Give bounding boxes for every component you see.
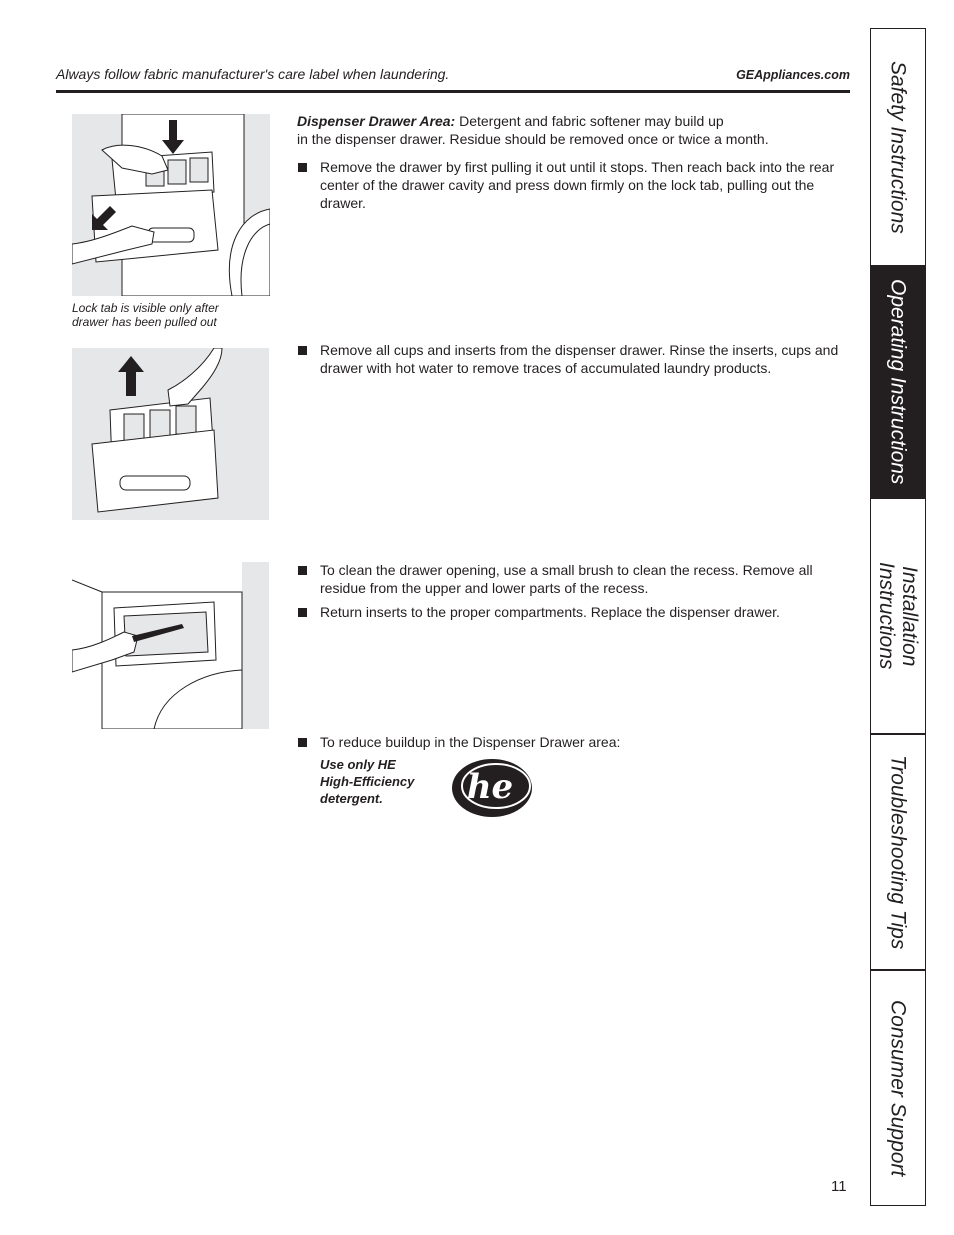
bullet-text: Remove all cups and inserts from the dispenser drawer. Rinse the inserts, cups and drawer with hot water to remove traces of accumulated laundry products. (320, 342, 839, 376)
dispenser-intro (297, 112, 837, 148)
dispenser-section (297, 112, 837, 218)
bullet-group-4 (297, 733, 837, 757)
dispenser-heading: Dispenser Drawer Area: (297, 113, 456, 129)
intro-line-1: Detergent and fabric softener may build up (455, 113, 724, 129)
caption-line-1: Lock tab is visible only after (72, 301, 219, 315)
bullet-marker (298, 608, 307, 617)
bullet-group-2 (297, 341, 845, 383)
bullet-remove-inserts (297, 341, 845, 377)
caption-line-2: drawer has been pulled out (72, 315, 217, 329)
header-site-link[interactable]: GEAppliances.com (736, 68, 850, 82)
he-detergent-note (320, 756, 414, 807)
bullet-return-inserts (297, 603, 817, 621)
tab-label-line-1: Installation (898, 565, 921, 667)
he-line-3: detergent. (320, 791, 383, 806)
tab-label-line-2: Instructions (875, 562, 898, 670)
bullet-remove-drawer (297, 158, 837, 212)
section-tabs (870, 28, 926, 1206)
he-logo (450, 756, 536, 825)
bullet-text: To reduce buildup in the Dispenser Drawer area: (320, 734, 621, 750)
bullet-marker (298, 346, 307, 355)
tab-label: Troubleshooting Tips (886, 754, 910, 950)
he-line-2: High-Efficiency (320, 774, 415, 789)
figure-clean-recess (72, 562, 269, 729)
figure-remove-inserts (72, 348, 269, 520)
tab-safety-instructions[interactable] (871, 29, 925, 265)
header-note: Always follow fabric manufacturer's care label when laundering. (56, 66, 450, 82)
bullet-marker (298, 566, 307, 575)
bullet-marker (298, 738, 307, 747)
figure-drawer-removal (72, 114, 270, 296)
he-line-1: Use only HE (320, 757, 396, 772)
tab-label (875, 562, 921, 669)
bullet-text: Remove the drawer by first pulling it out until it stops. Then reach back into the rear center of the drawer cavity and press down firmly on the lock tab, pulling out the drawer. (320, 159, 835, 211)
bullet-reduce-buildup (297, 733, 837, 751)
tab-label: Consumer Support (886, 999, 910, 1177)
he-logo-text: he (466, 767, 514, 807)
tab-label: Safety Instructions (886, 60, 910, 234)
header-divider (56, 90, 850, 93)
figure-caption (72, 301, 219, 329)
page-number: 11 (831, 1178, 847, 1195)
tab-installation-instructions[interactable] (871, 499, 925, 733)
tab-operating-instructions[interactable] (871, 265, 925, 499)
bullet-text: To clean the drawer opening, use a small brush to clean the recess. Remove all residue from the upper and lower parts of the recess. (320, 562, 813, 596)
bullet-group-3 (297, 561, 817, 627)
bullet-marker (298, 163, 307, 172)
bullet-clean-opening (297, 561, 817, 597)
tab-consumer-support[interactable] (871, 971, 925, 1205)
bullet-text: Return inserts to the proper compartments. Replace the dispenser drawer. (320, 604, 780, 620)
tab-label: Operating Instructions (886, 279, 910, 485)
intro-line-2: in the dispenser drawer. Residue should be removed once or twice a month. (297, 131, 769, 147)
tab-troubleshooting-tips[interactable] (871, 735, 925, 969)
